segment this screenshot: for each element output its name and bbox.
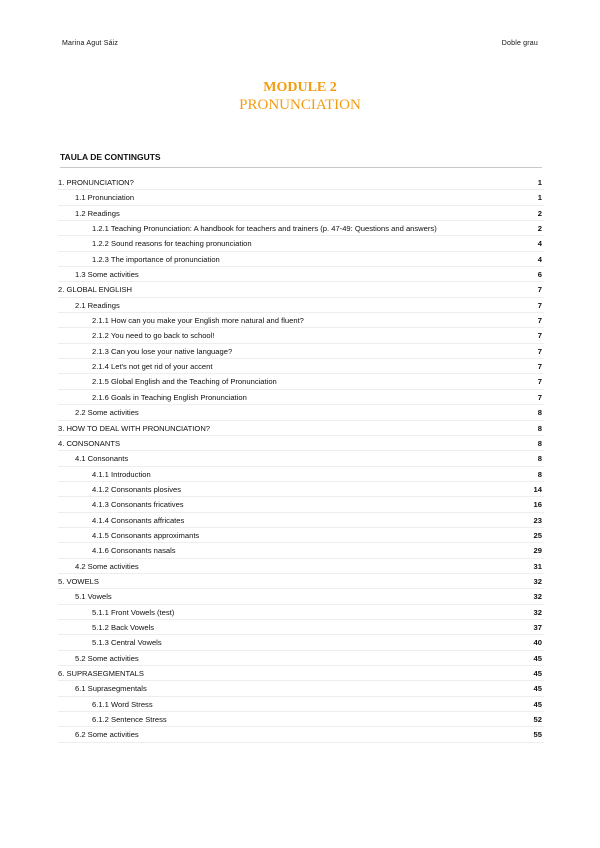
toc-entry-page: 16 [533,500,542,510]
toc-entry-label: 5.1.1 Front Vowels (test) [92,607,175,617]
toc-entry-page: 4 [537,239,542,249]
toc-entry[interactable] [58,374,544,389]
header-author: Marina Agut Sáiz [62,40,119,47]
toc-entry-label: 4.1.6 Consonants nasals [92,546,176,556]
toc-entry-label: 1.2 Readings [75,208,120,218]
toc-entry[interactable] [58,298,544,313]
toc-entry-page: 31 [533,561,542,571]
module-title: MODULE 2 [263,80,337,95]
toc-entry-label: 5.1.2 Back Vowels [92,622,155,632]
toc-entry-page: 2 [537,224,542,234]
toc-entry-page: 1 [537,178,542,187]
toc-entry[interactable] [58,451,544,466]
toc-entry[interactable] [58,282,544,297]
toc-entry[interactable] [58,359,544,374]
toc-entry-page: 32 [533,576,542,586]
toc-entry-label: 1.2.1 Teaching Pronunciation: A handbook for teachers and trainers (p. 47-49: Questions and answers) [92,224,437,234]
toc-entry[interactable] [58,497,544,512]
toc-entry-label: 2.1.3 Can you lose your native language? [92,346,233,356]
toc-heading: TAULA DE CONTINGUTS [60,152,161,162]
toc-entry[interactable] [58,605,544,620]
toc-entry[interactable] [58,252,544,267]
toc-entry[interactable] [58,513,544,528]
toc-entry[interactable] [58,666,544,681]
toc-entry-page: 7 [537,331,542,341]
toc-entry-label: 1.2.2 Sound reasons for teaching pronunciation [92,239,252,249]
toc-entry-page: 37 [533,622,542,632]
toc-entry-page: 32 [533,592,542,602]
toc-entry-page: 8 [537,408,542,418]
toc-entry-label: 2.1.4 Let's not get rid of your accent [92,362,213,372]
toc-entry-page: 45 [533,699,542,709]
toc-entry[interactable] [58,712,544,727]
toc-entry-label: 5. VOWELS [58,576,99,586]
toc-divider [60,167,542,168]
toc-entry-page: 2 [537,208,542,218]
toc-entry[interactable] [58,482,544,497]
toc-entry-page: 55 [533,730,542,740]
toc-entry-label: 6.1.1 Word Stress [92,699,153,709]
toc-entry[interactable] [58,543,544,558]
toc-entry-label: 4.2 Some activities [75,561,139,571]
toc-entry[interactable] [58,635,544,650]
toc-entry-page: 25 [533,530,542,540]
toc-entry-page: 45 [533,669,542,678]
toc-entry[interactable] [58,589,544,604]
toc-entry-label: 4.1.4 Consonants affricates [92,515,185,525]
toc-entry-label: 1. PRONUNCIATION? [58,178,134,187]
toc-entry[interactable] [58,528,544,543]
toc-entry[interactable] [58,697,544,712]
toc-entry[interactable] [58,727,544,742]
toc-entry-page: 7 [537,300,542,310]
toc-entry-label: 4.1.5 Consonants approximants [92,530,200,540]
toc-entry[interactable] [58,436,544,451]
toc-entry-label: 2.1.2 You need to go back to school! [92,331,215,341]
header-degree: Doble grau [501,40,538,47]
toc-entry-label: 1.3 Some activities [75,270,139,280]
toc-entry-page: 6 [537,270,542,280]
toc-entry[interactable] [58,651,544,666]
toc-entry[interactable] [58,175,544,190]
toc-entry[interactable] [58,574,544,589]
toc-entry-page: 14 [533,484,542,494]
toc-entry-page: 7 [537,285,542,295]
toc-entry-page: 7 [537,362,542,372]
toc-entry-page: 8 [537,438,542,448]
toc-entry-page: 7 [537,392,542,402]
toc-entry[interactable] [58,344,544,359]
toc-entry[interactable] [58,405,544,420]
toc-entry-page: 40 [533,638,542,648]
toc-entry-label: 6.1.2 Sentence Stress [92,715,167,725]
toc-entry-label: 6.2 Some activities [75,730,139,740]
toc-entry-page: 45 [533,653,542,663]
toc-entry-label: 1.1 Pronunciation [75,193,135,203]
toc-entry-label: 4. CONSONANTS [58,438,121,448]
toc-entry-label: 5.2 Some activities [75,653,139,663]
toc-entry[interactable] [58,467,544,482]
toc-entry[interactable] [58,681,544,696]
toc-entry-label: 2.2 Some activities [75,408,139,418]
toc-entry-label: 5.1 Vowels [75,592,112,602]
toc-entry-label: 6. SUPRASEGMENTALS [58,669,144,678]
toc-entry-page: 45 [533,684,542,694]
toc-entry-page: 7 [537,316,542,326]
toc-entry-label: 2.1.6 Goals in Teaching English Pronunciation [92,392,247,402]
toc-entry[interactable] [58,421,544,436]
toc-entry-label: 4.1 Consonants [75,454,129,464]
toc-entry-page: 29 [533,546,542,556]
toc-entry[interactable] [58,620,544,635]
toc-entry-label: 2.1 Readings [75,300,120,310]
toc-entry-page: 8 [537,423,542,433]
subject-title: PRONUNCIATION [239,97,361,113]
toc-entry-page: 23 [533,515,542,525]
toc-entry-page: 7 [537,377,542,387]
toc-entry[interactable] [58,206,544,221]
toc-entry[interactable] [58,559,544,574]
toc-entry[interactable] [58,267,544,282]
toc-entry[interactable] [58,313,544,328]
toc-entry-label: 2. GLOBAL ENGLISH [58,285,132,295]
toc-entry-label: 2.1.5 Global English and the Teaching of Pronunciation [92,377,277,387]
toc-entry[interactable] [58,236,544,251]
toc-entry-label: 5.1.3 Central Vowels [92,638,162,648]
toc-entry-page: 8 [537,454,542,464]
toc-entry-label: 4.1.3 Consonants fricatives [92,500,184,510]
toc-entry-page: 7 [537,346,542,356]
toc-entry[interactable] [58,390,544,405]
toc-entry-page: 4 [537,254,542,264]
toc-entry[interactable] [58,328,544,343]
toc-entry-label: 3. HOW TO DEAL WITH PRONUNCIATION? [58,423,211,433]
toc-entry-label: 4.1.2 Consonants plosives [92,484,182,494]
toc-entry-label: 4.1.1 Introduction [92,469,151,479]
toc-entry-page: 1 [537,193,542,203]
toc-entry-page: 52 [533,715,542,725]
table-of-contents [58,175,544,743]
toc-entry-label: 1.2.3 The importance of pronunciation [92,254,220,264]
toc-entry[interactable] [58,221,544,236]
toc-entry-page: 8 [537,469,542,479]
toc-entry-label: 2.1.1 How can you make your English more natural and fluent? [92,316,304,326]
toc-entry-label: 6.1 Suprasegmentals [75,684,147,694]
toc-entry[interactable] [58,190,544,205]
toc-entry-page: 32 [533,607,542,617]
